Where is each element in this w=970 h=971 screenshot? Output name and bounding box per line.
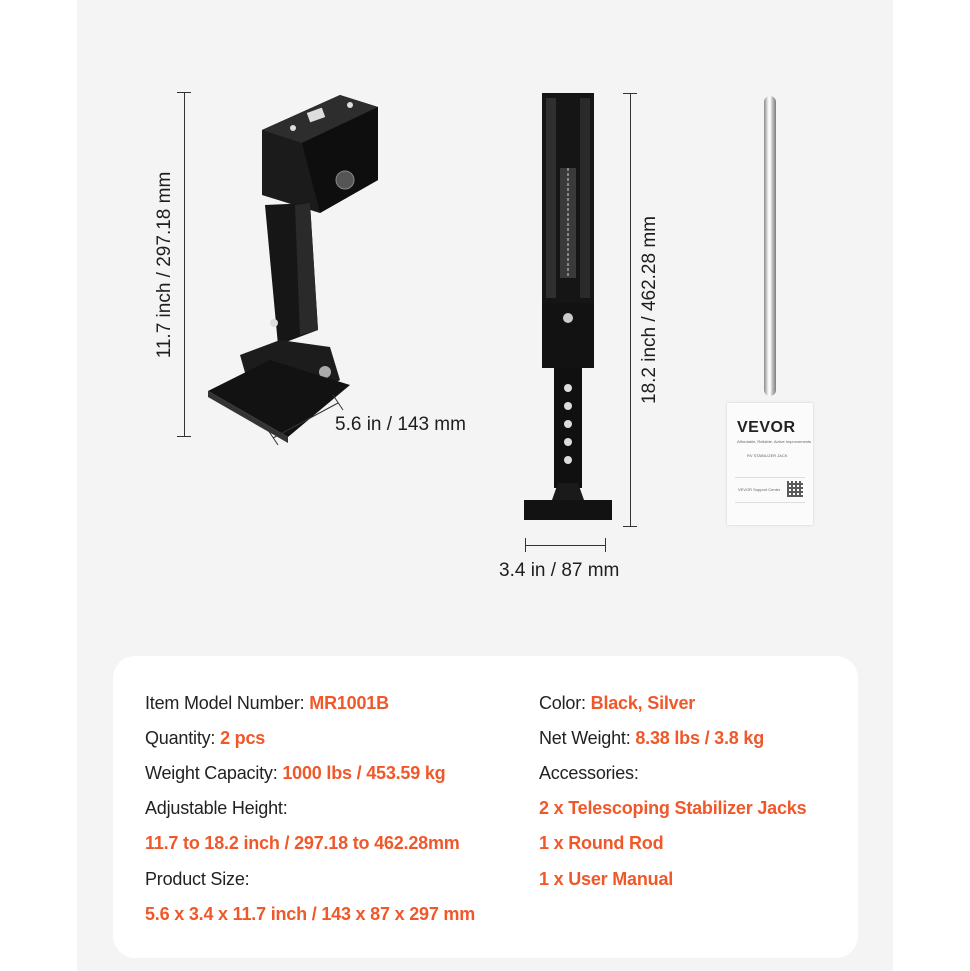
tick [623,526,637,527]
spec-model-label: Item Model Number: [145,693,305,713]
tick [605,538,606,552]
manual-support-strip [735,477,805,503]
spec-color-value: Black, Silver [590,693,696,713]
spec-color [539,693,695,714]
spec-model [145,693,389,714]
manual-brand: VEVOR [737,419,796,436]
tick [177,92,191,93]
accessory-item: 1 x Round Rod [539,833,664,853]
height-label-left: 11.7 inch / 297.18 mm [154,171,175,359]
spec-capacity-label: Weight Capacity: [145,763,278,783]
spec-quantity-label: Quantity: [145,728,216,748]
width-dimension-line-right [525,545,606,546]
spec-height-label: Adjustable Height: [145,798,288,818]
manual-strip-text: VEVOR Support Center [738,487,781,492]
spec-quantity-value: 2 pcs [220,728,266,748]
jack-extended-image [518,88,618,528]
qr-code-icon [787,481,803,497]
user-manual-image [727,403,813,525]
accessory-item: 2 x Telescoping Stabilizer Jacks [539,798,807,818]
spec-model-value: MR1001B [309,693,389,713]
spec-color-label: Color: [539,693,586,713]
spec-height-value: 11.7 to 18.2 inch / 297.18 to 462.28mm [145,833,460,853]
tick [177,436,191,437]
round-rod-image [764,96,776,396]
tick [623,93,637,94]
spec-size-value: 5.6 x 3.4 x 11.7 inch / 143 x 87 x 297 mm [145,904,476,924]
spec-quantity [145,728,265,749]
height-dimension-line-right [630,93,631,527]
tick [525,538,526,552]
spec-size-label: Product Size: [145,869,250,889]
height-dimension-line-left [184,92,185,437]
spec-capacity-value: 1000 lbs / 453.59 kg [282,763,446,783]
spec-weight-label: Net Weight: [539,728,631,748]
spec-capacity [145,763,445,784]
spec-weight [539,728,764,749]
width-label-left: 5.6 in / 143 mm [335,414,466,435]
height-label-right: 18.2 inch / 462.28 mm [639,216,660,404]
spec-accessories-label: Accessories: [539,763,639,783]
width-label-right: 3.4 in / 87 mm [499,560,620,581]
accessory-item: 1 x User Manual [539,869,674,889]
spec-weight-value: 8.38 lbs / 3.8 kg [635,728,765,748]
manual-subtitle: RV STABILIZER JACK [747,453,788,458]
manual-tagline: Affordable, Reliable, Active Improvements [737,439,812,444]
jack-folded-image [200,85,380,445]
